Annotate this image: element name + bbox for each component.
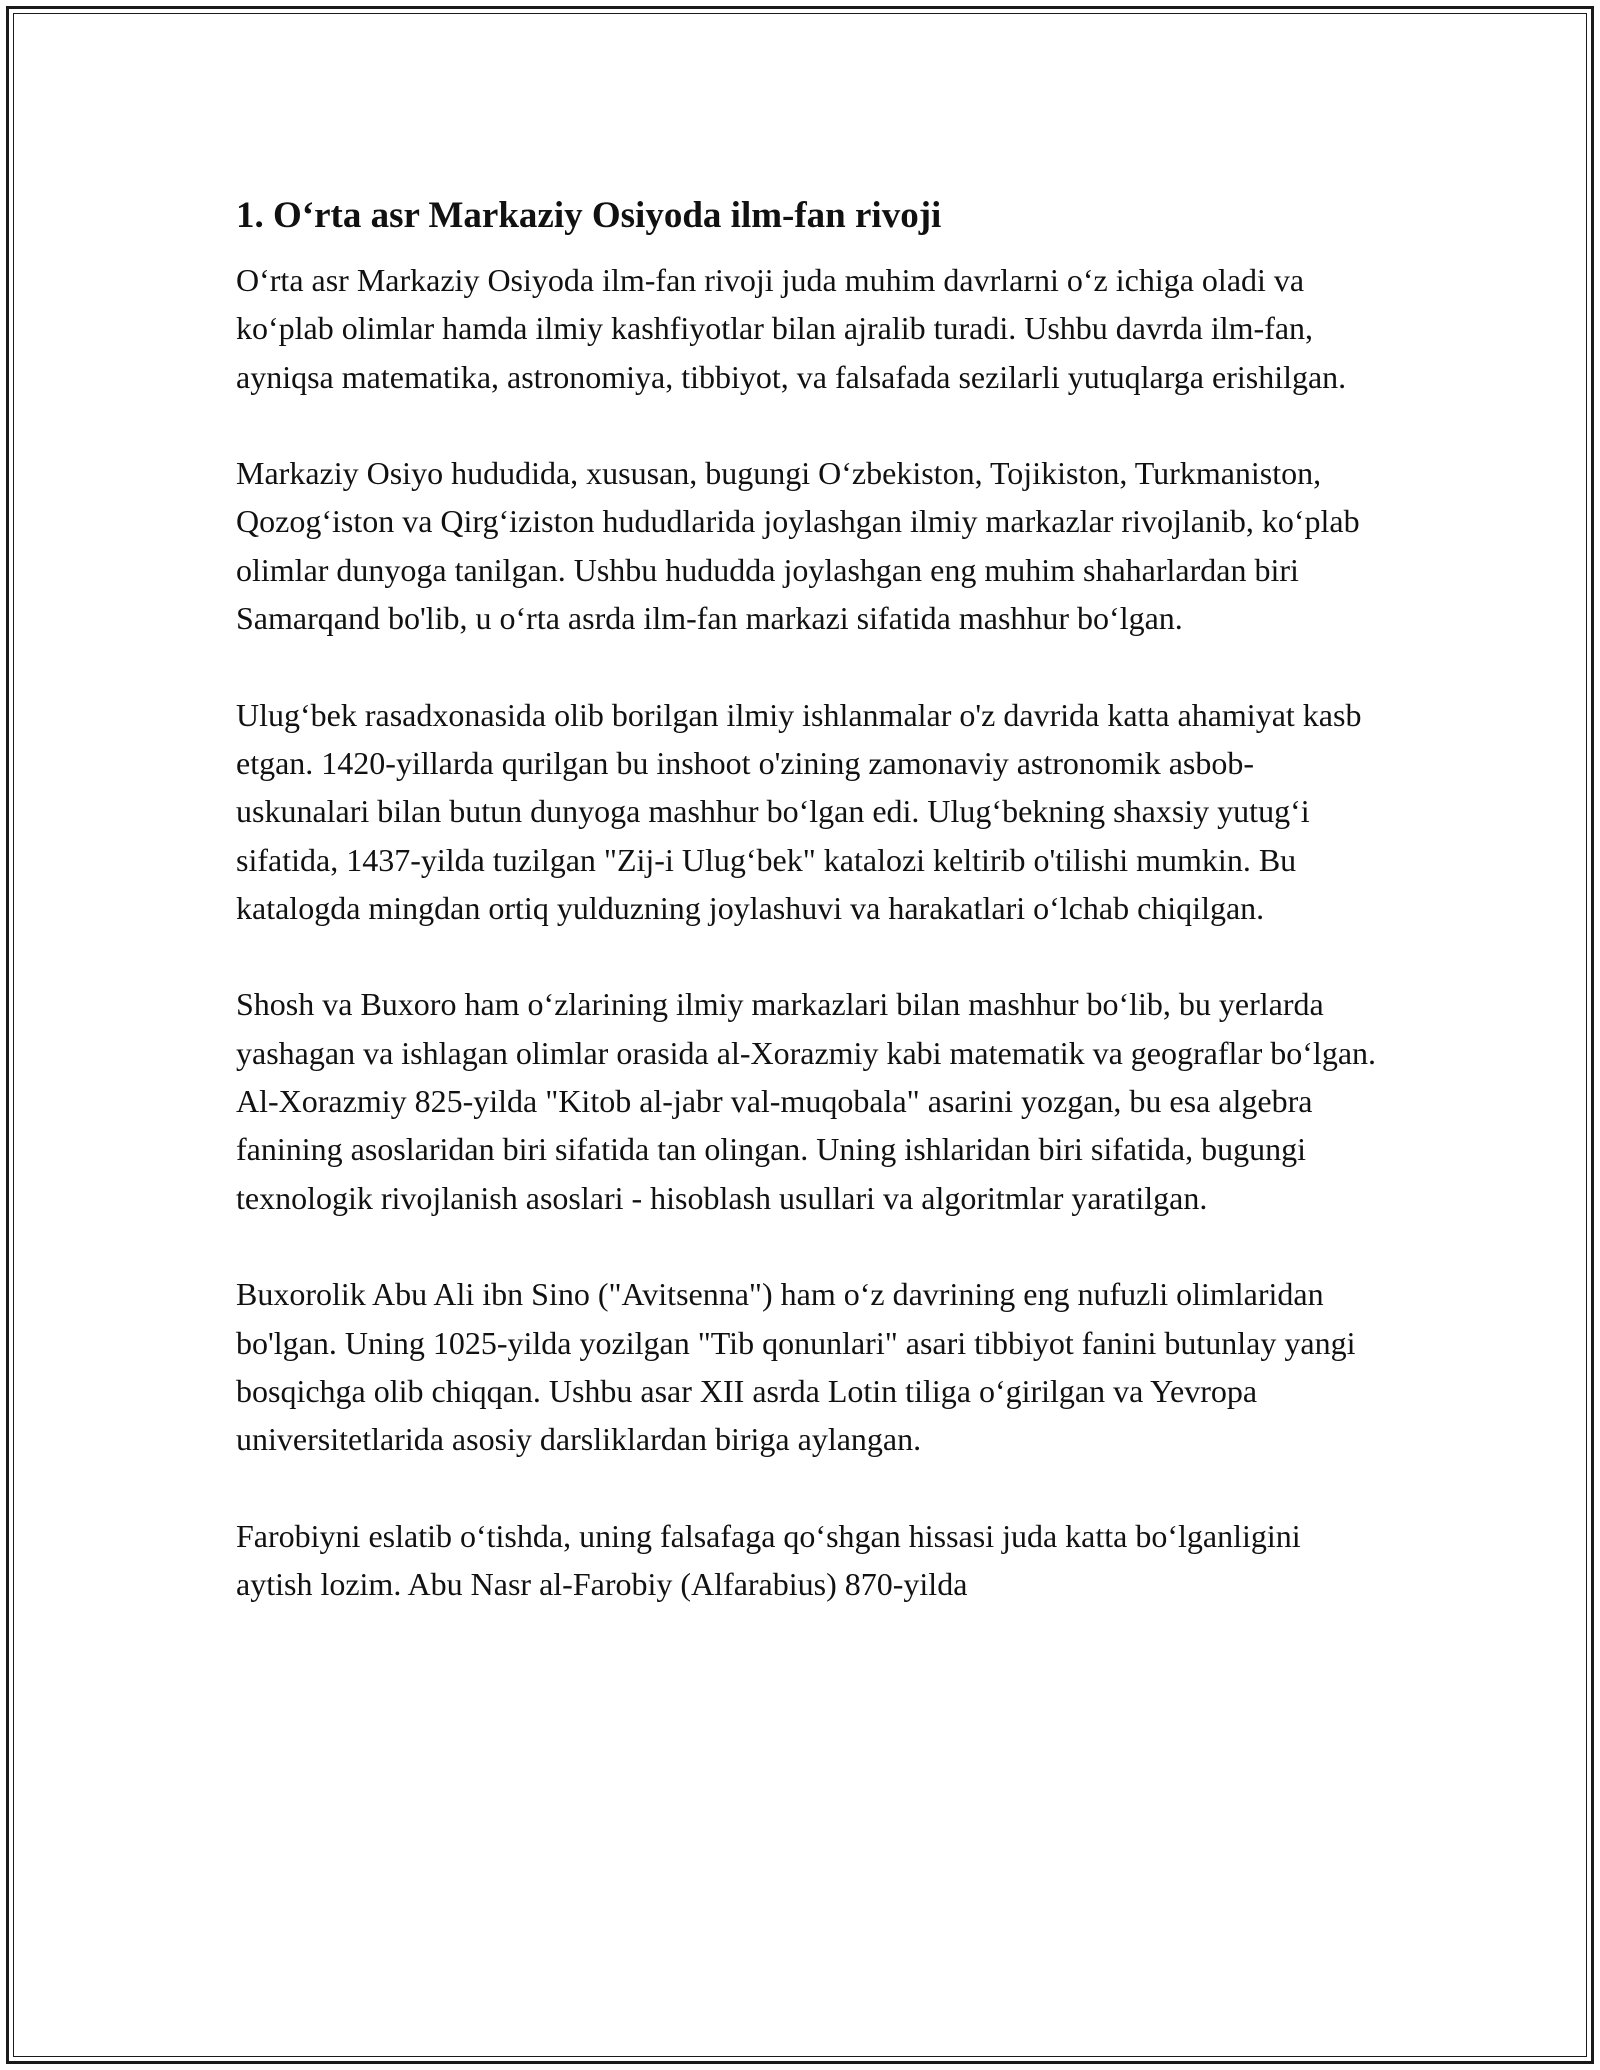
document-body <box>236 190 1376 1657</box>
section-heading: 1. O‘rta asr Markaziy Osiyoda ilm-fan rivoji <box>236 195 942 236</box>
paragraph-2: Markaziy Osiyo hududida, xususan, bugungi O‘zbekiston, Tojikiston, Turkmaniston, Qozog‘iston va Qirg‘iziston hududlarida joylashgan ilmiy markazlar rivojlanib, ko‘plab olimlar dunyoga tanilgan. Ushbu hududda joylashgan eng muhim shaharlardan biri Samarqand bo'lib, u o‘rta asrda ilm-fan markazi sifatida mashhur bo‘lgan. <box>236 455 1360 637</box>
paragraph-4: Shosh va Buxoro ham o‘zlarining ilmiy markazlari bilan mashhur bo‘lib, bu yerlarda yashagan va ishlagan olimlar orasida al-Xorazmiy kabi matematik va geograflar bo‘lgan. Al-Xorazmiy 825-yilda "Kitob al-jabr val-muqobala" asarini yozgan, bu esa algebra fanining asoslaridan biri sifatida tan olingan. Uning ishlaridan biri sifatida, bugungi texnologik rivojlanish asoslari - hisoblash usullari va algoritmlar yaratilgan. <box>236 986 1377 1216</box>
paragraph-5: Buxorolik Abu Ali ibn Sino ("Avitsenna") ham o‘z davrining eng nufuzli olimlaridan bo'lgan. Uning 1025-yilda yozilgan "Tib qonunlari" asari tibbiyot fanini butunlay yangi bosqichga olib chiqqan. Ushbu asar XII asrda Lotin tiliga o‘girilgan va Yevropa universitetlarida asosiy darsliklardan biriga aylangan. <box>236 1276 1356 1458</box>
paragraph-6: Farobiyni eslatib o‘tishda, uning falsafaga qo‘shgan hissasi juda katta bo‘lganligini aytish lozim. Abu Nasr al-Farobiy (Alfarabius) 870-yilda <box>236 1517 1301 1603</box>
paragraph-3: Ulug‘bek rasadxonasida olib borilgan ilmiy ishlanmalar o'z davrida katta ahamiyat kasb etgan. 1420-yillarda qurilgan bu inshoot o'zining zamonaviy astronomik asbob-uskunalari bilan butun dunyoga mashhur bo‘lgan edi. Ulug‘bekning shaxsiy yutug‘i sifatida, 1437-yilda tuzilgan "Zij-i Ulug‘bek" katalozi keltirib o'tilishi mumkin. Bu katalogda mingdan ortiq yulduzning joylashuvi va harakatlari o‘lchab chiqilgan. <box>236 696 1362 926</box>
paragraph-1: O‘rta asr Markaziy Osiyoda ilm-fan rivoji juda muhim davrlarni o‘z ichiga oladi va ko‘plab olimlar hamda ilmiy kashfiyotlar bilan ajralib turadi. Ushbu davrda ilm-fan, ayniqsa matematika, astronomiya, tibbiyot, va falsafada sezilarli yutuqlarga erishilgan. <box>236 262 1347 395</box>
